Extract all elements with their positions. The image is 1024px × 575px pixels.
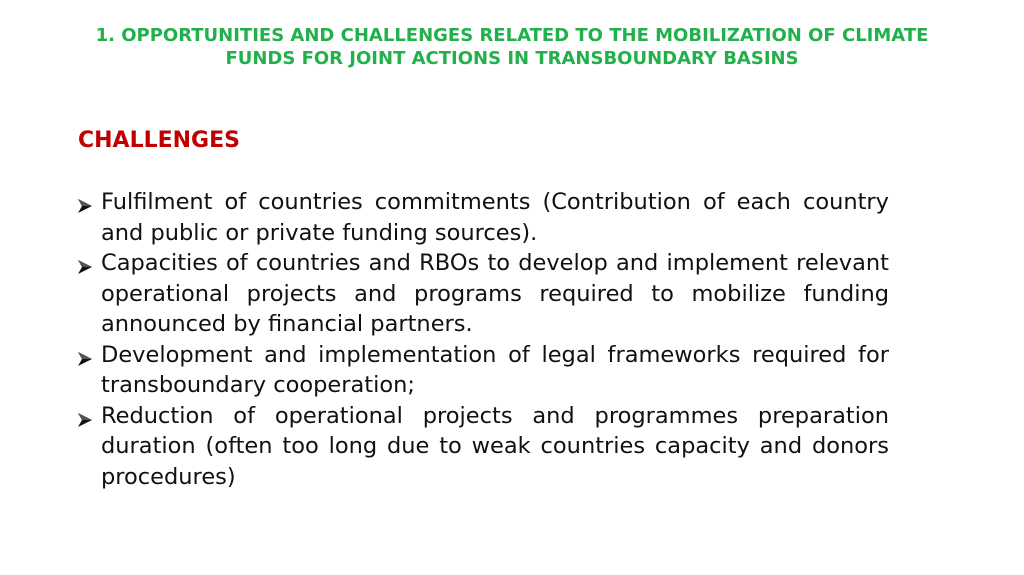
section-heading: CHALLENGES [78,128,240,153]
slide-title: 1. OPPORTUNITIES AND CHALLENGES RELATED TO THE MOBILIZATION OF CLIMATE FUNDS FOR JOINT ACTIONS IN TRANSBOUNDARY BASINS [95,25,929,69]
arrow-bullet-icon [76,346,94,364]
list-item [76,340,889,401]
list-item [76,187,889,248]
list-item [76,401,889,493]
list-item-text: Capacities of countries and RBOs to develop and implement relevant operational projects and programs required to mobilize funding announced by financial partners. [101,250,889,337]
arrow-bullet-icon [76,193,94,211]
challenges-list [76,187,889,492]
list-item-text: Development and implementation of legal frameworks required for transboundary cooperation; [101,341,889,398]
list-item-text: Fulfilment of countries commitments (Contribution of each country and public or private funding sources). [101,189,889,246]
list-item-text: Reduction of operational projects and programmes preparation duration (often too long due to weak countries capacity and donors procedures) [101,402,889,490]
list-item [76,248,889,340]
arrow-bullet-icon [76,407,94,425]
arrow-bullet-icon [76,254,94,272]
